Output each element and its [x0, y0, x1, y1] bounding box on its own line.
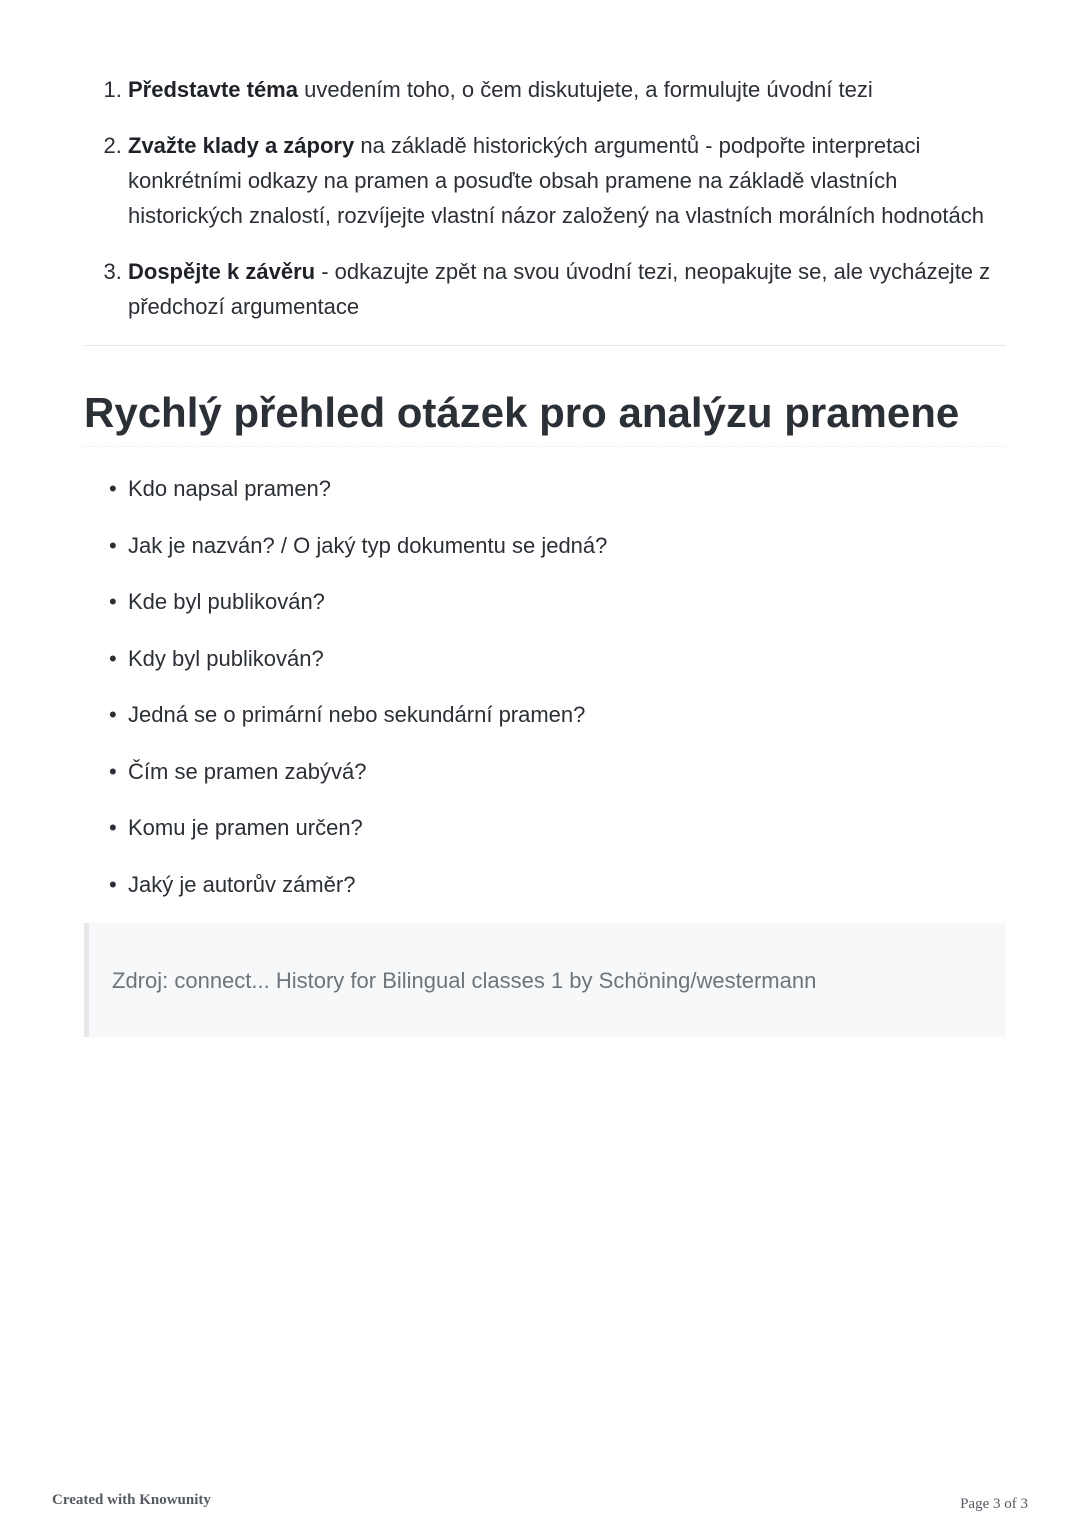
list-item: • Čím se pramen zabývá?: [128, 754, 1006, 789]
list-item: • Kdy byl publikován?: [128, 641, 1006, 676]
list-item: [128, 254, 1006, 324]
document-content: [84, 72, 1006, 1037]
questions-list: [84, 471, 1006, 902]
page-number: Page 3 of 3: [960, 1496, 1028, 1512]
section-title: Rychlý přehled otázek pro analýzu pramene: [84, 388, 1006, 447]
list-item: [128, 72, 1006, 107]
step-text: na základě historických argumentů - podpořte interpretaci konkrétními odkazy na pramen a posuďte obsah pramene na základě vlastních historických znalostí, rozvíjejte vlastní názor založený na vlastních morálních hodnotách: [128, 133, 984, 228]
footer-created-with: Created with Knowunity: [52, 1492, 211, 1508]
step-text: - odkazujte zpět na svou úvodní tezi, neopakujte se, ale vycházejte z předchozí argumentace: [128, 259, 991, 319]
source-note: Zdroj: connect... History for Bilingual classes 1 by Schöning/westermann: [84, 923, 1006, 1037]
divider: [84, 345, 1006, 346]
step-heading: Představte téma: [128, 77, 298, 102]
list-item: • Jak je nazván? / O jaký typ dokumentu se jedná?: [128, 528, 1006, 563]
step-heading: Zvažte klady a zápory: [128, 133, 355, 158]
step-heading: Dospějte k závěru: [128, 259, 316, 284]
list-item: • Jaký je autorův záměr?: [128, 867, 1006, 902]
list-item: • Komu je pramen určen?: [128, 810, 1006, 845]
list-item: • Kde byl publikován?: [128, 584, 1006, 619]
list-item: [128, 128, 1006, 233]
step-text: uvedením toho, o čem diskutujete, a formulujte úvodní tezi: [297, 77, 873, 102]
list-item: • Kdo napsal pramen?: [128, 471, 1006, 506]
essay-steps-list: [84, 72, 1006, 324]
list-item: • Jedná se o primární nebo sekundární pramen?: [128, 697, 1006, 732]
